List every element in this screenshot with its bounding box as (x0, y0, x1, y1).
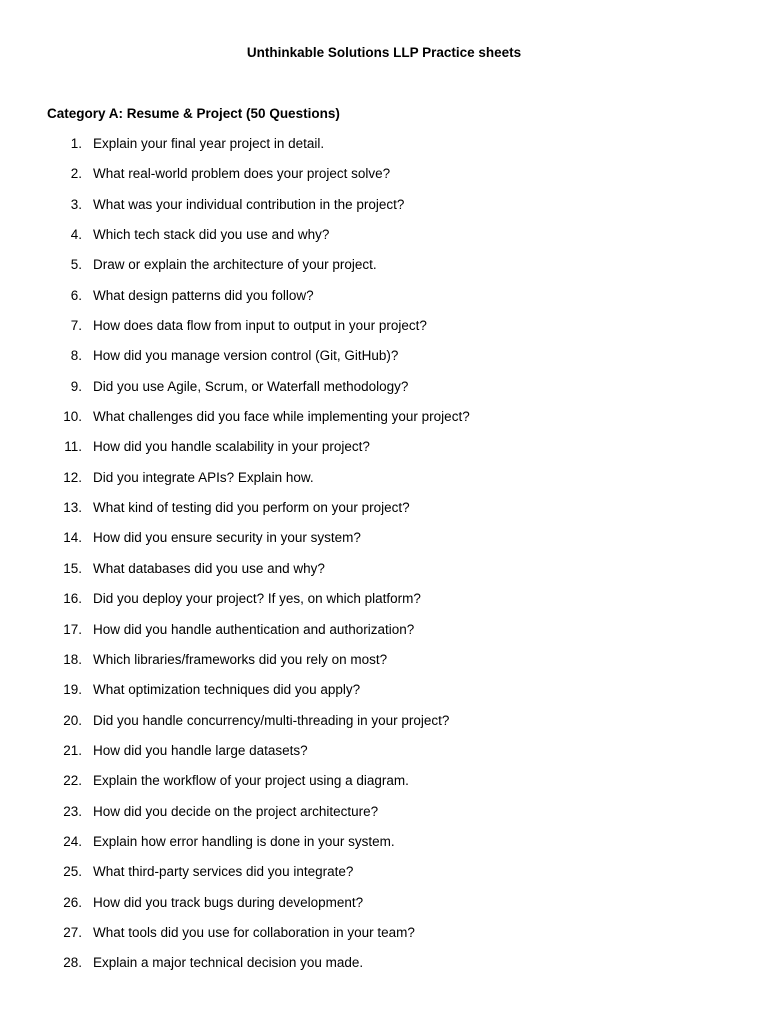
question-number: 16. (63, 591, 82, 607)
question-number: 1. (70, 136, 82, 151)
question-text: What challenges did you face while implementing your project? (93, 409, 470, 425)
category-heading: Category A: Resume & Project (50 Questions) (47, 106, 340, 121)
question-number: 2. (70, 166, 82, 182)
question-number: 27. (63, 924, 82, 940)
question-text: What design patterns did you follow? (93, 287, 314, 303)
question-text: Did you deploy your project? If yes, on which platform? (93, 591, 421, 607)
question-number: 23. (63, 803, 82, 819)
question-text: Explain how error handling is done in your system. (93, 833, 395, 849)
question-text: Which libraries/frameworks did you rely on most? (93, 651, 388, 667)
question-text: How does data flow from input to output in your project? (93, 318, 427, 334)
question-text: What databases did you use and why? (93, 560, 325, 576)
question-text: How did you handle scalability in your project? (93, 439, 370, 455)
question-text: How did you track bugs during development? (93, 894, 364, 910)
question-number: 3. (70, 196, 82, 212)
question-number: 19. (63, 682, 82, 698)
question-text: How did you manage version control (Git, GitHub)? (93, 348, 399, 364)
question-number: 20. (63, 712, 82, 728)
question-text: How did you ensure security in your system? (93, 530, 361, 546)
question-number: 26. (63, 894, 82, 910)
question-text: Did you use Agile, Scrum, or Waterfall methodology? (93, 378, 409, 394)
question-text: What tools did you use for collaboration in your team? (93, 924, 415, 940)
question-number: 21. (63, 742, 82, 758)
question-number: 13. (63, 500, 82, 516)
question-number: 17. (63, 621, 82, 637)
question-text: Did you integrate APIs? Explain how. (93, 469, 314, 485)
question-text: What third-party services did you integrate? (93, 864, 354, 880)
question-text: How did you decide on the project architecture? (93, 803, 379, 819)
question-text: Did you handle concurrency/multi-threading in your project? (93, 712, 450, 728)
question-text: What real-world problem does your project solve? (93, 166, 391, 182)
question-number: 9. (70, 378, 82, 394)
question-number: 7. (70, 318, 82, 334)
question-text: How did you handle large datasets? (93, 742, 308, 758)
question-text: Draw or explain the architecture of your project. (93, 257, 377, 273)
question-number: 12. (63, 469, 82, 485)
question-text: Explain your final year project in detail. (93, 136, 325, 151)
question-text: What was your individual contribution in the project? (93, 196, 405, 212)
question-number: 4. (70, 227, 82, 243)
question-text: Explain a major technical decision you made. (93, 955, 364, 971)
question-text: Which tech stack did you use and why? (93, 227, 330, 243)
question-number: 6. (70, 287, 82, 303)
question-number: 10. (63, 409, 82, 425)
question-number: 28. (63, 955, 82, 971)
question-text: What kind of testing did you perform on your project? (93, 500, 410, 516)
question-number: 22. (63, 773, 82, 789)
question-number: 5. (70, 257, 82, 273)
question-text: Explain the workflow of your project using a diagram. (93, 773, 409, 789)
question-number: 14. (63, 530, 82, 546)
question-text: How did you handle authentication and authorization? (93, 621, 415, 637)
question-number: 8. (70, 348, 82, 364)
question-text: What optimization techniques did you apply? (93, 682, 361, 698)
question-number: 18. (63, 651, 82, 667)
question-number: 15. (63, 560, 82, 576)
question-number: 25. (63, 864, 82, 880)
question-number: 24. (63, 833, 82, 849)
question-number: 11. (64, 439, 82, 455)
document-title: Unthinkable Solutions LLP Practice sheets (246, 45, 522, 60)
